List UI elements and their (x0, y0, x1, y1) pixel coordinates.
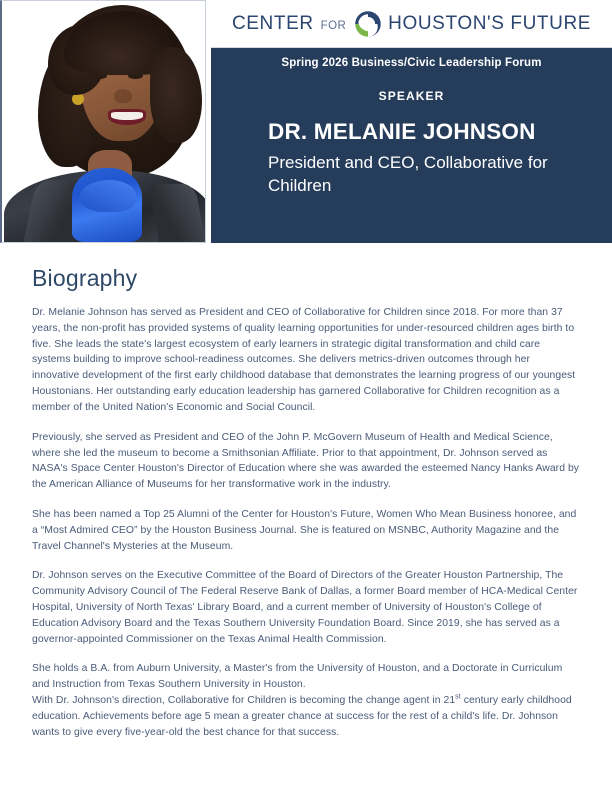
portrait-image (2, 1, 206, 242)
portrait-photo (0, 0, 206, 243)
portrait-hair-curl-right (150, 47, 202, 143)
education-sentence: She holds a B.A. from Auburn University, a Master's from the University of Houston, and a Doctorate in Curriculum and Instruction from Texas Southern University in Houston. (32, 663, 563, 691)
biography-heading: Biography (32, 265, 138, 291)
biography-paragraph: She has been named a Top 25 Alumni of the Center for Houston's Future, Women Who Mean Business honoree, and a “Most Admired CEO” by the Houston Business Journal. She is featured on MSNBC, Authority Magazine and the Travel Channel's Mysteries at the Museum. (32, 508, 577, 552)
portrait-scarf-fold (80, 180, 136, 212)
speaker-name: DR. MELANIE JOHNSON (268, 119, 536, 144)
logo-text-houstons-future: HOUSTON'S FUTURE (388, 12, 592, 34)
portrait-nose (114, 89, 132, 103)
vision-sentence-end: century early childhood education. Achievements before age 5 mean a greater chance at success for the rest of a child's life. Dr. Johnson wants to give every five-year-old the best chance for that success. (32, 695, 572, 738)
biography-body (32, 305, 580, 741)
circular-swirl-icon (353, 9, 383, 39)
vision-sentence-start: With Dr. Johnson's direction, Collaborative for Children is becoming the change agent in 21 (32, 695, 456, 707)
logo-text-center: CENTER (231, 12, 314, 34)
biography-paragraph-final (32, 661, 580, 740)
event-title: Spring 2026 Business/Civic Leadership Forum (281, 57, 542, 69)
speaker-header (0, 0, 612, 243)
organization-logo (211, 0, 612, 48)
biography-paragraph: Dr. Johnson serves on the Executive Committee of the Board of Directors of the Greater Houston Partnership, The Community Advisory Council of The Federal Reserve Bank of Dallas, a former Board member of HCA-Medical Center Hospital, University of North Texas' Library Board, and a current member of University of Houston's College of Education Advisory Board and the Texas Southern University Foundation Board. Since 2019, she has served as a governor-appointed Commissioner on the Texas Animal Health Commission. (32, 570, 578, 645)
logo-text-for: FOR (320, 19, 347, 32)
biography-section (0, 243, 612, 741)
portrait-teeth (111, 112, 143, 120)
speaker-label: SPEAKER (378, 89, 445, 103)
speaker-job-title: President and CEO, Collaborative for Children (268, 153, 548, 195)
biography-paragraph: Previously, she served as President and CEO of the John P. McGovern Museum of Health and Medical Science, where she led the museum to become a Smithsonian Affiliate. Prior to that appointment, Dr. Johnson served as NASA's Space Center Houston's Director of Education where she was awarded the esteemed Nancy Hanks Award by the American Alliance of Museums for her transformative work in the industry. (32, 431, 580, 491)
portrait-smile (108, 109, 146, 125)
ordinal-suffix: st (455, 693, 461, 701)
header-navy-panel (211, 0, 612, 243)
logo-lockup (232, 9, 591, 39)
biography-paragraph: Dr. Melanie Johnson has served as President and CEO of Collaborative for Children since 2018. For more than 37 years, the non-profit has provided systems of quality learning opportunities for under-resourced children ages birth to five. She leads the state's largest ecosystem of early learners in strategic digital transformation and child care systems building to improve school-readiness outcomes. She delivers metrics-driven outcomes through her innovative development of the first early childhood database that demonstrates the learning progress of our youngest Houstonians. Her outstanding early education leadership has garnered Collaborative for Children recognition as a member of the United Nation's Economic and Social Council. (32, 307, 576, 413)
